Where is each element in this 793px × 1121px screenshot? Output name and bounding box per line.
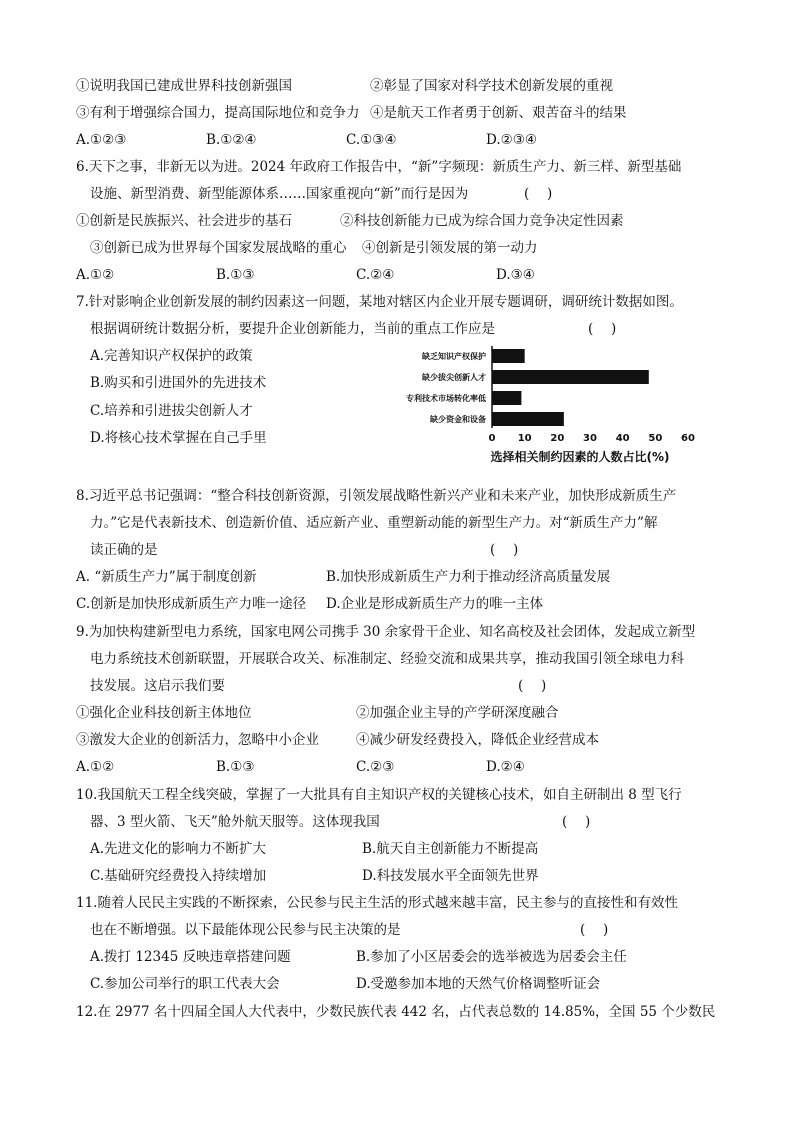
q5-option-b[interactable]: B.①②④ bbox=[206, 132, 257, 148]
q5-statement-4: ④是航天工作者勇于创新、艰苦奋斗的结果 bbox=[370, 105, 627, 121]
chart-x-tick-label: 20 bbox=[550, 433, 565, 444]
q6-option-b[interactable]: B.①③ bbox=[216, 267, 255, 283]
q8-option-b[interactable]: B.加快形成新质生产力利于推动经济高质量发展 bbox=[326, 569, 611, 585]
q6-stem-line-2: 设施、新型消费、新型能源体系……国家重视向“新”而行是因为 bbox=[90, 186, 469, 202]
q6-statement-3: ③创新已成为世界每个国家发展战略的重心 bbox=[90, 240, 347, 256]
chart-x-tick-label: 50 bbox=[648, 433, 663, 444]
q9-option-b[interactable]: B.①③ bbox=[216, 759, 255, 775]
q5-option-a[interactable]: A.①②③ bbox=[76, 132, 127, 148]
q5-statement-2: ②彰显了国家对科学技术创新发展的重视 bbox=[370, 78, 613, 94]
q9-option-a[interactable]: A.①② bbox=[76, 759, 115, 775]
q7-option-c[interactable]: C.培养和引进拔尖创新人才 bbox=[90, 403, 253, 419]
q8-stem-line-3: 读正确的是 bbox=[90, 542, 158, 558]
q6-stem-line-1: 6.天下之事，非新无以为进。2024 年政府工作报告中，“新”字频现：新质生产力、新三样、新型基础 bbox=[76, 159, 682, 175]
q10-answer-blank: ( ) bbox=[562, 814, 591, 830]
q11-stem-line-2: 也在不断增强。以下最能体现公民参与民主决策的是 bbox=[90, 922, 401, 938]
q10-option-c[interactable]: C.基础研究经费投入持续增加 bbox=[90, 868, 267, 884]
q6-option-a[interactable]: A.①② bbox=[76, 267, 115, 283]
q11-option-b[interactable]: B.参加了小区居委会的选举被选为居委会主任 bbox=[356, 949, 627, 965]
q9-stem-line-1: 9.为加快构建新型电力系统，国家电网公司携手 30 余家骨干企业、知名高校及社会团体，发起成立新型 bbox=[76, 624, 696, 640]
chart-category-label: 缺乏知识产权保护 bbox=[422, 352, 486, 361]
q10-option-a[interactable]: A.先进文化的影响力不断扩大 bbox=[90, 841, 267, 857]
q6-statement-4: ④创新是引领发展的第一动力 bbox=[362, 240, 538, 256]
q7-option-a[interactable]: A.完善知识产权保护的政策 bbox=[90, 348, 253, 364]
chart-x-tick-label: 40 bbox=[615, 433, 630, 444]
q6-option-c[interactable]: C.②④ bbox=[356, 267, 395, 283]
q10-option-b[interactable]: B.航天自主创新能力不断提高 bbox=[362, 841, 539, 857]
q11-option-c[interactable]: C.参加公司举行的职工代表大会 bbox=[90, 976, 280, 992]
q11-option-d[interactable]: D.受邀参加本地的天然气价格调整听证会 bbox=[356, 976, 601, 992]
q9-statement-2: ②加强企业主导的产学研深度融合 bbox=[356, 705, 559, 721]
chart-bar bbox=[492, 412, 564, 426]
q7-stem-line-1: 7.针对影响企业创新发展的制约因素这一问题，某地对辖区内企业开展专题调研，调研统计数据如图。 bbox=[76, 294, 683, 310]
q6-option-d[interactable]: D.③④ bbox=[496, 267, 535, 283]
q8-answer-blank: ( ) bbox=[490, 542, 519, 558]
q7-option-b[interactable]: B.购买和引进国外的先进技术 bbox=[90, 375, 267, 391]
q6-answer-blank: ( ) bbox=[524, 186, 553, 202]
q8-stem-line-1: 8.习近平总书记强调：“整合科技创新资源，引领发展战略性新兴产业和未来产业，加快形成新质生产 bbox=[76, 488, 677, 504]
chart-bar bbox=[492, 349, 525, 363]
q12-stem-line-1: 12.在 2977 名十四届全国人大代表中，少数民族代表 442 名，占代表总数的 14.85%，全国 55 个少数民 bbox=[76, 1004, 716, 1020]
q11-option-a[interactable]: A.拨打 12345 反映违章搭建问题 bbox=[90, 949, 291, 965]
chart-x-tick-label: 10 bbox=[517, 433, 532, 444]
q10-stem-line-1: 10.我国航天工程全线突破，掌握了一大批具有自主知识产权的关键核心技术，如自主研制出 8 型飞行 bbox=[76, 787, 682, 803]
q9-answer-blank: ( ) bbox=[518, 678, 547, 694]
q8-option-a[interactable]: A. “新质生产力”属于制度创新 bbox=[76, 569, 257, 585]
q7-option-d[interactable]: D.将核心技术掌握在自己手里 bbox=[90, 430, 267, 446]
q9-statement-3: ③激发大企业的创新活力，忽略中小企业 bbox=[76, 732, 319, 748]
constraint-factors-bar-chart bbox=[370, 340, 720, 468]
q7-stem-line-2: 根据调研统计数据分析，要提升企业创新能力，当前的重点工作应是 bbox=[90, 321, 495, 337]
chart-bar bbox=[492, 391, 521, 405]
chart-x-tick-label: 60 bbox=[681, 433, 695, 444]
chart-category-label: 专利技术市场转化率低 bbox=[406, 394, 486, 403]
chart-category-label: 缺少拔尖创新人才 bbox=[422, 373, 486, 382]
q5-statement-1: ①说明我国已建成世界科技创新强国 bbox=[76, 78, 292, 94]
q10-option-d[interactable]: D.科技发展水平全面领先世界 bbox=[362, 868, 539, 884]
q8-option-d[interactable]: D.企业是形成新质生产力的唯一主体 bbox=[326, 596, 544, 612]
chart-x-tick-label: 0 bbox=[488, 433, 496, 444]
chart-x-axis-label: 选择相关制约因素的人数占比(%) bbox=[490, 450, 670, 464]
q8-option-c[interactable]: C.创新是加快形成新质生产力唯一途径 bbox=[76, 596, 307, 612]
chart-category-label: 缺少资金和设备 bbox=[430, 415, 486, 424]
chart-bar bbox=[492, 370, 649, 384]
q9-option-d[interactable]: D.②④ bbox=[486, 759, 525, 775]
q9-statement-4: ④减少研发经费投入，降低企业经营成本 bbox=[356, 732, 599, 748]
q10-stem-line-2: 器、3 型火箭、飞天”舱外航天服等。这体现我国 bbox=[90, 814, 380, 830]
chart-x-tick-label: 30 bbox=[583, 433, 597, 444]
q5-statement-3: ③有利于增强综合国力，提高国际地位和竞争力 bbox=[76, 105, 360, 121]
q6-statement-1: ①创新是民族振兴、社会进步的基石 bbox=[76, 213, 292, 229]
q9-stem-line-2: 电力系统技术创新联盟，开展联合攻关、标准制定、经验交流和成果共享，推动我国引领全球电力科 bbox=[90, 651, 684, 667]
q5-option-c[interactable]: C.①③④ bbox=[346, 132, 397, 148]
q6-statement-2: ②科技创新能力已成为综合国力竞争决定性因素 bbox=[340, 213, 624, 229]
q9-option-c[interactable]: C.②③ bbox=[356, 759, 395, 775]
q9-statement-1: ①强化企业科技创新主体地位 bbox=[76, 705, 252, 721]
q7-answer-blank: ( ) bbox=[588, 321, 617, 337]
q11-answer-blank: ( ) bbox=[580, 922, 609, 938]
q5-option-d[interactable]: D.②③④ bbox=[486, 132, 537, 148]
q8-stem-line-2: 力。”它是代表新技术、创造新价值、适应新产业、重塑新动能的新型生产力。对“新质生产力”解 bbox=[90, 515, 658, 531]
q9-stem-line-3: 技发展。这启示我们要 bbox=[90, 678, 225, 694]
q11-stem-line-1: 11.随着人民民主实践的不断探索，公民参与民主生活的形式越来越丰富，民主参与的直接性和有效性 bbox=[76, 895, 678, 911]
